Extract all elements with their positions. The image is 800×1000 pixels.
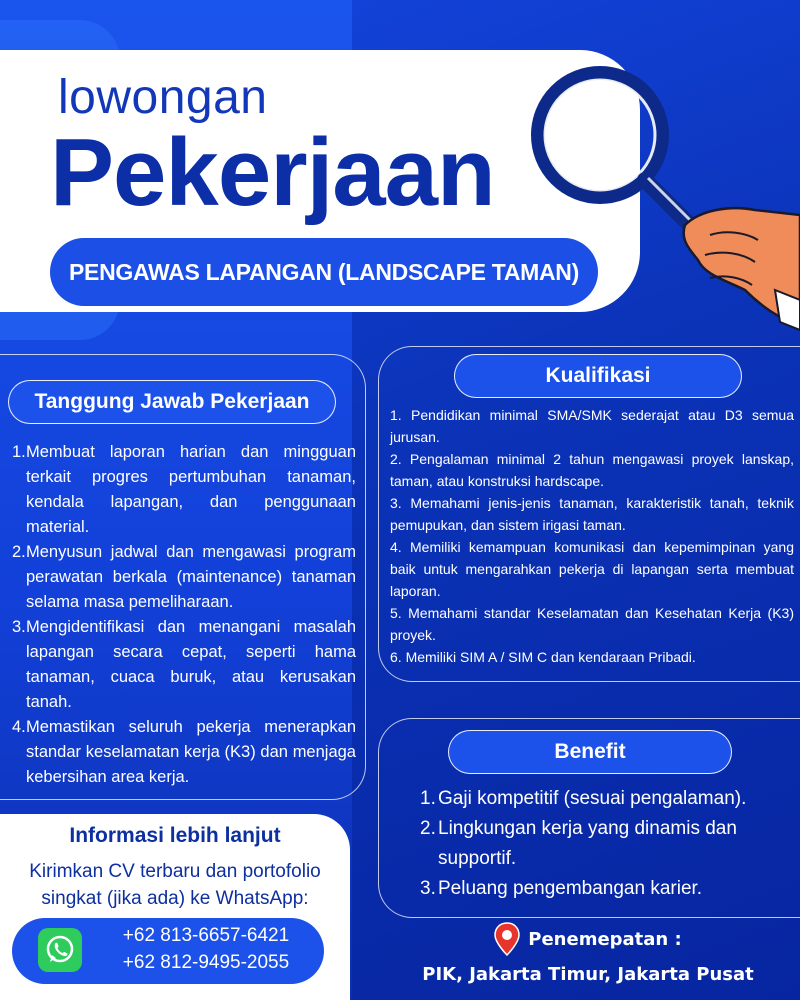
placement-locations: PIK, Jakarta Timur, Jakarta Pusat: [422, 964, 754, 985]
list-item: 1. Membuat laporan harian dan mingguan terkait progres pertumbuhan tanaman, kendala lapangan, dan penggunaan material.: [12, 443, 356, 536]
list-item: 3. Peluang pengembangan karier.: [420, 878, 703, 899]
list-item: 3. Mengidentifikasi dan menangani masalah lapangan secara cepat, seperti hama tanaman, cuaca buruk, atau kerusakan tanah.: [12, 618, 356, 711]
title-small: lowongan: [58, 71, 268, 124]
list-item: 4. Memiliki kemampuan komunikasi dan kepemimpinan yang baik untuk mengarahkan pekerja di lapangan serta membuat laporan.: [390, 539, 794, 599]
list-item: 3. Memahami jenis-jenis tanaman, karakteristik tanah, teknik pemupukan, dan sistem irigasi taman.: [390, 495, 794, 533]
qualifications-list: [390, 404, 794, 668]
position-title: PENGAWAS LAPANGAN (LANDSCAPE TAMAN): [69, 258, 579, 285]
placement-label: Penemepatan :: [528, 928, 682, 950]
benefits-list: [420, 784, 780, 904]
location-pin-icon: [494, 922, 520, 956]
position-badge: [50, 238, 598, 306]
list-item: 2. Pengalaman minimal 2 tahun mengawasi proyek lanskap, taman, atau konstruksi hardscape.: [390, 451, 794, 489]
responsibilities-list: [12, 440, 356, 790]
placement-info: [388, 922, 788, 985]
list-item: 5. Memahami standar Keselamatan dan Kesehatan Kerja (K3) proyek.: [390, 605, 794, 643]
phone-number-1[interactable]: +62 813-6657-6421: [122, 925, 290, 946]
benefits-heading: Benefit: [448, 730, 732, 774]
list-item: 1. Pendidikan minimal SMA/SMK sederajat atau D3 semua jurusan.: [390, 407, 794, 445]
whatsapp-icon: [38, 928, 82, 972]
phone-number-2[interactable]: +62 812-9495-2055: [122, 952, 290, 973]
responsibilities-heading: Tanggung Jawab Pekerjaan: [8, 380, 336, 424]
magnifier-hand-icon: [530, 50, 800, 340]
list-item: 1. Gaji kompetitif (sesuai pengalaman).: [420, 788, 747, 809]
title-main: Pekerjaan: [50, 119, 495, 226]
contact-text: Kirimkan CV terbaru dan portofolio singkat (jika ada) ke WhatsApp:: [29, 861, 321, 909]
list-item: 2. Lingkungan kerja yang dinamis dan supportif.: [420, 818, 737, 869]
qualifications-heading: Kualifikasi: [454, 354, 742, 398]
list-item: 2. Menyusun jadwal dan mengawasi program perawatan berkala (maintenance) tanaman selama masa pemeliharaan.: [12, 543, 356, 611]
placement-heading: [388, 922, 788, 956]
contact-title: Informasi lebih lanjut: [69, 824, 281, 847]
phone-numbers: [96, 922, 316, 976]
list-item: 6. Memiliki SIM A / SIM C dan kendaraan Pribadi.: [390, 649, 696, 665]
list-item: 4. Memastikan seluruh pekerja menerapkan standar keselamatan kerja (K3) dan menjaga kebersihan area kerja.: [12, 718, 356, 786]
